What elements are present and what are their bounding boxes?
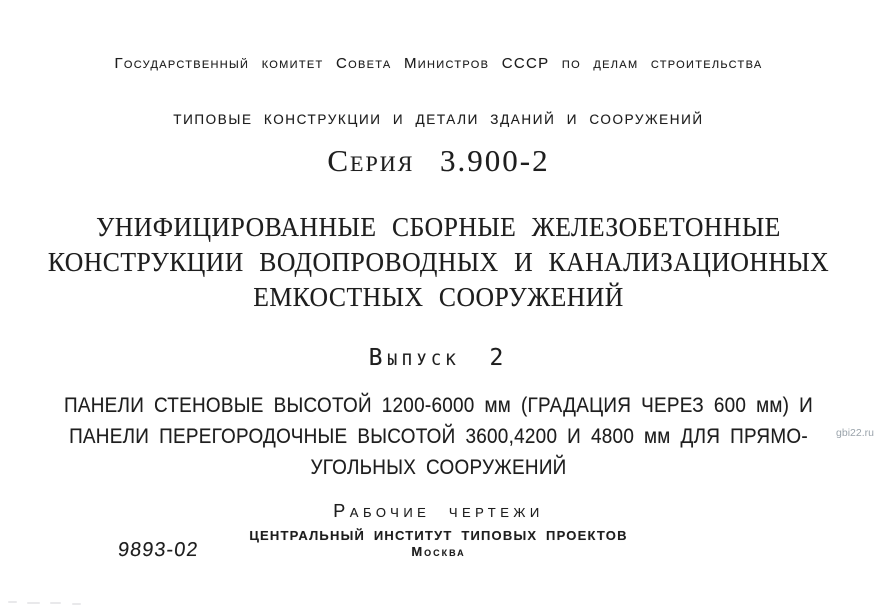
city-name: Москва	[411, 544, 466, 559]
committee-line: Государственный комитет Совета Министров СССР по делам строительства	[114, 55, 763, 72]
scan-artifact	[27, 602, 40, 604]
subtitle-line: ПАНЕЛИ СТЕНОВЫЕ ВЫСОТОЙ 1200-6000 мм (ГРАДАЦИЯ ЧЕРЕЗ 600 мм) И	[63, 393, 814, 417]
scan-artifact	[72, 603, 81, 605]
series-number: Серия 3.900-2	[327, 143, 550, 178]
institute-name: ЦЕНТРАЛЬНЫЙ ИНСТИТУТ ТИПОВЫХ ПРОЕКТОВ	[249, 528, 628, 543]
document-number: 9893-02	[116, 539, 200, 561]
main-title-line: ЕМКОСТНЫХ СООРУЖЕНИЙ	[253, 282, 624, 312]
main-title	[0, 210, 877, 315]
site-watermark: gbi22.ru	[836, 427, 874, 439]
subtitle-line: ПАНЕЛИ ПЕРЕГОРОДОЧНЫЕ ВЫСОТОЙ 3600,4200 И 4800 мм ДЛЯ ПРЯМО-	[69, 424, 808, 448]
series-type-line: ТИПОВЫЕ КОНСТРУКЦИИ И ДЕТАЛИ ЗДАНИЙ И СООРУЖЕНИЙ	[173, 112, 704, 127]
subtitle-line: УГОЛЬНЫХ СООРУЖЕНИЙ	[310, 455, 567, 479]
main-title-line: УНИФИЦИРОВАННЫЕ СБОРНЫЕ ЖЕЛЕЗОБЕТОННЫЕ	[96, 212, 781, 242]
working-drawings-label: Рабочие чертежи	[333, 501, 544, 521]
main-title-line: КОНСТРУКЦИИ ВОДОПРОВОДНЫХ И КАНАЛИЗАЦИОННЫХ	[47, 247, 830, 277]
scan-artifact	[50, 602, 61, 604]
subtitle	[0, 390, 877, 483]
scan-artifact	[8, 601, 17, 603]
issue-label: Выпуск 2	[368, 345, 509, 371]
